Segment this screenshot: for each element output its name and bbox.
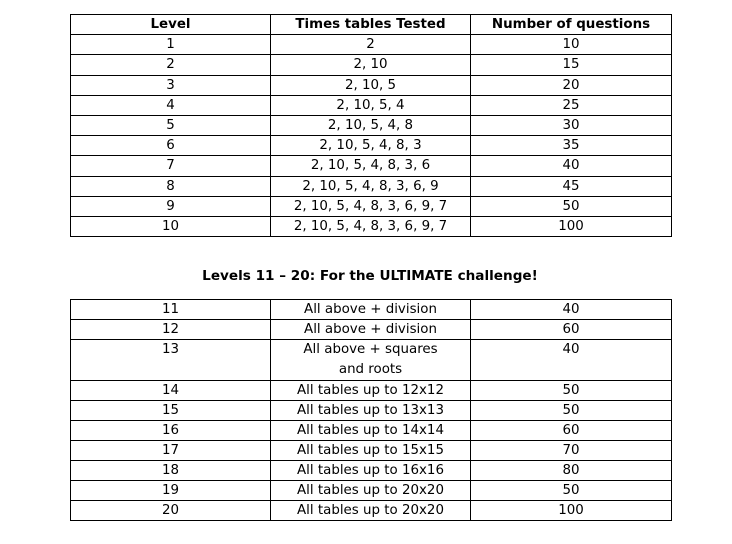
table-row xyxy=(71,156,672,176)
tables-cell: 2, 10, 5, 4, 8, 3 xyxy=(271,136,471,156)
table-row xyxy=(71,320,672,340)
tables-cell: 2, 10, 5, 4, 8, 3, 6, 9 xyxy=(271,176,471,196)
levels-1-10-table xyxy=(70,14,672,237)
questions-cell: 40 xyxy=(471,300,672,320)
level-cell: 18 xyxy=(71,461,271,481)
questions-cell: 20 xyxy=(471,75,672,95)
questions-cell: 40 xyxy=(471,156,672,176)
table-row xyxy=(71,176,672,196)
questions-cell: 60 xyxy=(471,320,672,340)
tables-cell: 2, 10, 5, 4, 8, 3, 6, 9, 7 xyxy=(271,216,471,236)
levels-11-20-table xyxy=(70,299,672,521)
table-row xyxy=(71,216,672,236)
table-row xyxy=(71,501,672,521)
table-row xyxy=(71,136,672,156)
level-cell: 14 xyxy=(71,381,271,401)
level-cell: 13 xyxy=(71,340,271,381)
questions-cell: 100 xyxy=(471,501,672,521)
level-cell: 4 xyxy=(71,95,271,115)
table-row xyxy=(71,340,672,381)
level-cell: 9 xyxy=(71,196,271,216)
questions-cell: 100 xyxy=(471,216,672,236)
tables-cell: 2, 10 xyxy=(271,55,471,75)
questions-cell: 25 xyxy=(471,95,672,115)
level-cell: 6 xyxy=(71,136,271,156)
header-number-of-questions: Number of questions xyxy=(471,15,672,35)
tables-cell: All tables up to 20x20 xyxy=(271,481,471,501)
table-row xyxy=(71,115,672,135)
questions-cell: 45 xyxy=(471,176,672,196)
questions-cell: 80 xyxy=(471,461,672,481)
tables-cell: All above + division xyxy=(271,320,471,340)
tables-cell: All above + division xyxy=(271,300,471,320)
tables-cell: All tables up to 16x16 xyxy=(271,461,471,481)
level-cell: 1 xyxy=(71,35,271,55)
level-cell: 19 xyxy=(71,481,271,501)
tables-cell: 2, 10, 5, 4, 8, 3, 6 xyxy=(271,156,471,176)
questions-cell: 50 xyxy=(471,196,672,216)
tables-cell: All tables up to 15x15 xyxy=(271,441,471,461)
level-cell: 2 xyxy=(71,55,271,75)
level-cell: 7 xyxy=(71,156,271,176)
table-row xyxy=(71,95,672,115)
table-row xyxy=(71,300,672,320)
level-cell: 3 xyxy=(71,75,271,95)
level-cell: 15 xyxy=(71,401,271,421)
level-cell: 17 xyxy=(71,441,271,461)
level-cell: 16 xyxy=(71,421,271,441)
header-times-tables: Times tables Tested xyxy=(271,15,471,35)
questions-cell: 70 xyxy=(471,441,672,461)
table-row xyxy=(71,401,672,421)
table-row xyxy=(71,196,672,216)
tables-cell: All above + squares and roots xyxy=(271,340,471,381)
table-row xyxy=(71,381,672,401)
level-cell: 8 xyxy=(71,176,271,196)
table-row xyxy=(71,75,672,95)
table-header-row xyxy=(71,15,672,35)
questions-cell: 10 xyxy=(471,35,672,55)
header-level: Level xyxy=(71,15,271,35)
table-row xyxy=(71,481,672,501)
questions-cell: 50 xyxy=(471,381,672,401)
tables-cell: 2, 10, 5, 4, 8 xyxy=(271,115,471,135)
questions-cell: 35 xyxy=(471,136,672,156)
questions-cell: 60 xyxy=(471,421,672,441)
table-row xyxy=(71,461,672,481)
questions-cell: 50 xyxy=(471,481,672,501)
table-row xyxy=(71,441,672,461)
table-row xyxy=(71,421,672,441)
level-cell: 10 xyxy=(71,216,271,236)
level-cell: 5 xyxy=(71,115,271,135)
level-cell: 12 xyxy=(71,320,271,340)
tables-cell: All tables up to 13x13 xyxy=(271,401,471,421)
tables-cell: 2, 10, 5, 4 xyxy=(271,95,471,115)
tables-cell: All tables up to 20x20 xyxy=(271,501,471,521)
table-row xyxy=(71,55,672,75)
level-cell: 11 xyxy=(71,300,271,320)
level-cell: 20 xyxy=(71,501,271,521)
tables-cell: 2, 10, 5, 4, 8, 3, 6, 9, 7 xyxy=(271,196,471,216)
questions-cell: 15 xyxy=(471,55,672,75)
tables-cell: All tables up to 12x12 xyxy=(271,381,471,401)
tables-cell: All tables up to 14x14 xyxy=(271,421,471,441)
questions-cell: 30 xyxy=(471,115,672,135)
tables-cell: 2, 10, 5 xyxy=(271,75,471,95)
table-row xyxy=(71,35,672,55)
questions-cell: 40 xyxy=(471,340,672,381)
questions-cell: 50 xyxy=(471,401,672,421)
ultimate-challenge-heading: Levels 11 – 20: For the ULTIMATE challenge! xyxy=(202,268,538,284)
tables-cell: 2 xyxy=(271,35,471,55)
